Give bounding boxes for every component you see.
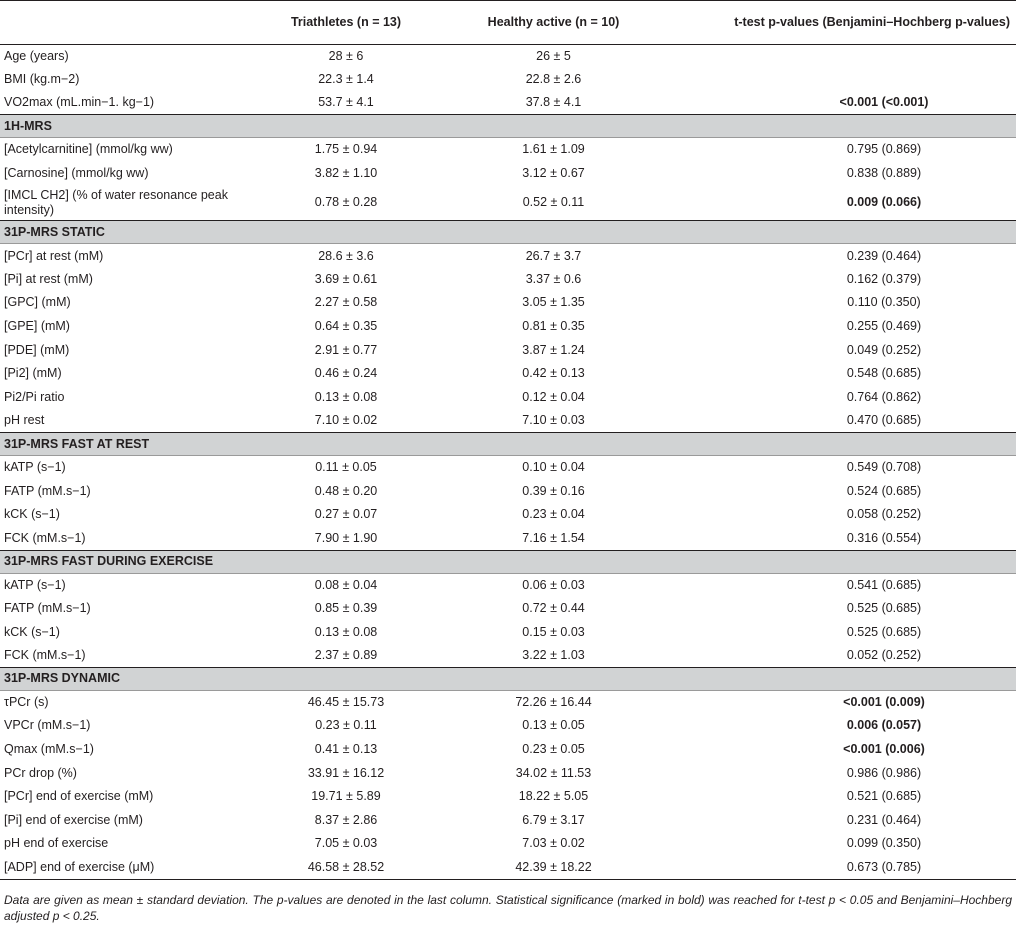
section-header-label: 31P-MRS DYNAMIC: [0, 667, 1016, 690]
table-body: [0, 44, 1016, 879]
healthy-active-value: 72.26 ± 16.44: [515, 695, 592, 710]
row-label: kATP (s−1): [4, 577, 66, 592]
p-value: 0.541 (0.685): [846, 577, 922, 592]
section-header-label: 31P-MRS STATIC: [0, 221, 1016, 244]
p-value: <0.001 (<0.001): [839, 95, 929, 110]
section-header-row: [0, 221, 1016, 244]
row-label: Pi2/Pi ratio: [4, 389, 65, 404]
table-row: [0, 597, 1016, 621]
row-label: [PCr] end of exercise (mM): [4, 789, 154, 804]
p-value: 0.795 (0.869): [846, 142, 922, 157]
p-value: 0.525 (0.685): [846, 624, 922, 639]
healthy-active-value: 42.39 ± 18.22: [441, 856, 666, 880]
row-label: [IMCL CH2] (% of water resonance peak intensity): [4, 187, 228, 217]
healthy-active-value: 0.81 ± 0.35: [522, 319, 585, 334]
p-value: 0.470 (0.685): [846, 413, 922, 428]
triathletes-value: 19.71 ± 5.89: [311, 789, 381, 804]
p-value: <0.001 (0.006): [843, 741, 925, 756]
row-label: [Carnosine] (mmol/kg ww): [4, 165, 149, 180]
p-value: 0.673 (0.785): [666, 856, 1016, 880]
triathletes-value: 7.10 ± 0.02: [314, 413, 378, 428]
table-row: [0, 161, 1016, 185]
p-value: 0.525 (0.685): [846, 600, 922, 615]
table-row: [0, 644, 1016, 668]
table-row: [0, 44, 1016, 68]
healthy-active-value: 3.87 ± 1.24: [522, 342, 585, 357]
row-label: [GPC] (mM): [4, 295, 71, 310]
table-row: [0, 527, 1016, 551]
section-header-label: 31P-MRS FAST AT REST: [0, 433, 1016, 456]
triathletes-value: 33.91 ± 16.12: [307, 765, 385, 780]
healthy-active-value: 0.15 ± 0.03: [522, 624, 585, 639]
row-label: FATP (mM.s−1): [4, 600, 91, 615]
table-row: [0, 573, 1016, 597]
table-row: [0, 690, 1016, 714]
p-value: 0.838 (0.889): [846, 165, 922, 180]
triathletes-value: 46.45 ± 15.73: [307, 695, 385, 710]
triathletes-value: 0.23 ± 0.11: [315, 718, 377, 733]
table-row: [0, 832, 1016, 856]
row-label: [Pi2] (mM): [4, 366, 62, 381]
row-label: FATP (mM.s−1): [4, 483, 91, 498]
healthy-active-value: 3.22 ± 1.03: [522, 647, 585, 662]
p-value: 0.099 (0.350): [846, 836, 922, 851]
healthy-active-value: 7.03 ± 0.02: [522, 836, 585, 851]
healthy-active-value: 0.42 ± 0.13: [522, 366, 585, 381]
triathletes-value: 0.11 ± 0.05: [315, 460, 377, 475]
row-label: [PCr] at rest (mM): [4, 248, 104, 263]
row-label: VPCr (mM.s−1): [4, 718, 91, 733]
section-header-label: 31P-MRS FAST DURING EXERCISE: [0, 550, 1016, 573]
p-value: 0.009 (0.066): [846, 195, 922, 210]
row-label: kCK (s−1): [4, 624, 60, 639]
healthy-active-value: 34.02 ± 11.53: [515, 765, 592, 780]
table-row: [0, 268, 1016, 292]
p-value: 0.058 (0.252): [846, 507, 922, 522]
row-label: pH rest: [4, 413, 45, 428]
healthy-active-value: 0.72 ± 0.44: [522, 600, 585, 615]
triathletes-value: 0.48 ± 0.20: [314, 483, 378, 498]
healthy-active-value: 0.52 ± 0.11: [522, 195, 585, 210]
table-row: [0, 738, 1016, 762]
triathletes-value: 0.13 ± 0.08: [314, 624, 378, 639]
healthy-active-value: 3.05 ± 1.35: [522, 295, 585, 310]
healthy-active-value: 26.7 ± 3.7: [525, 248, 582, 263]
row-label: PCr drop (%): [4, 765, 77, 780]
triathletes-value: 2.91 ± 0.77: [314, 342, 378, 357]
p-value: 0.162 (0.379): [846, 271, 922, 286]
table-row: [0, 338, 1016, 362]
p-value: 0.110 (0.350): [847, 295, 921, 310]
table-row: [0, 315, 1016, 339]
triathletes-value: 0.46 ± 0.24: [314, 366, 378, 381]
table-row: [0, 714, 1016, 738]
table-row: [0, 91, 1016, 115]
healthy-active-value: 6.79 ± 3.17: [522, 812, 585, 827]
triathletes-value: 2.37 ± 0.89: [314, 647, 378, 662]
header-healthy-active: Healthy active (n = 10): [441, 0, 666, 44]
healthy-active-value: 0.23 ± 0.04: [522, 507, 585, 522]
healthy-active-value: 22.8 ± 2.6: [525, 71, 582, 86]
p-value: <0.001 (0.009): [843, 695, 925, 710]
table-row: [0, 808, 1016, 832]
p-value: 0.231 (0.464): [846, 812, 922, 827]
row-label: BMI (kg.m−2): [4, 71, 80, 86]
row-label: [ADP] end of exercise (μM): [0, 856, 251, 880]
triathletes-value: 0.64 ± 0.35: [314, 319, 378, 334]
section-header-row: [0, 667, 1016, 690]
healthy-active-value: 0.12 ± 0.04: [522, 389, 585, 404]
healthy-active-value: 3.37 ± 0.6: [525, 271, 582, 286]
row-label: kCK (s−1): [4, 507, 60, 522]
triathletes-value: 53.7 ± 4.1: [318, 95, 374, 110]
table-row: [0, 386, 1016, 410]
healthy-active-value: 0.39 ± 0.16: [522, 483, 585, 498]
p-value: 0.239 (0.464): [846, 248, 922, 263]
healthy-active-value: 0.23 ± 0.05: [522, 741, 585, 756]
triathletes-value: 3.82 ± 1.10: [314, 165, 378, 180]
table-row: [0, 785, 1016, 809]
row-label: [Pi] at rest (mM): [4, 271, 93, 286]
healthy-active-value: 0.06 ± 0.03: [522, 577, 585, 592]
healthy-active-value: 0.10 ± 0.04: [522, 460, 585, 475]
section-header-row: [0, 550, 1016, 573]
triathletes-value: 7.90 ± 1.90: [314, 530, 378, 545]
header-p-values: t-test p-values (Benjamini–Hochberg p-values): [666, 0, 1016, 44]
p-value: 0.052 (0.252): [846, 647, 922, 662]
header-col1: [0, 0, 251, 44]
table-row: [0, 244, 1016, 268]
triathletes-value: 8.37 ± 2.86: [314, 812, 378, 827]
triathletes-value: 7.05 ± 0.03: [314, 836, 378, 851]
healthy-active-value: 7.10 ± 0.03: [522, 413, 585, 428]
table-row: [0, 456, 1016, 480]
p-value: 0.255 (0.469): [846, 319, 922, 334]
row-label: Age (years): [4, 48, 69, 63]
triathletes-value: 1.75 ± 0.94: [314, 142, 378, 157]
p-value: 0.521 (0.685): [846, 789, 922, 804]
p-value: 0.549 (0.708): [846, 460, 922, 475]
p-value: 0.316 (0.554): [846, 530, 922, 545]
row-label: FCK (mM.s−1): [4, 647, 86, 662]
table-row: [0, 185, 1016, 221]
healthy-active-value: 18.22 ± 5.05: [518, 789, 589, 804]
table-row: [0, 362, 1016, 386]
row-label: VO2max (mL.min−1. kg−1): [4, 95, 155, 110]
table-footnote: Data are given as mean ± standard deviation. The p-values are denoted in the last column. Statistical significance (marked in bold) was reached for t-test p < 0.05 and Benjamini–Hochberg adjusted p < 0.25.: [4, 893, 1012, 923]
triathletes-value: 22.3 ± 1.4: [318, 71, 374, 86]
row-label: FCK (mM.s−1): [4, 530, 86, 545]
row-label: [Acetylcarnitine] (mmol/kg ww): [4, 142, 173, 157]
triathletes-value: 0.78 ± 0.28: [314, 195, 378, 210]
table-row: [0, 761, 1016, 785]
healthy-active-value: 1.61 ± 1.09: [522, 142, 585, 157]
table-row: [0, 409, 1016, 433]
table-row: [0, 291, 1016, 315]
triathletes-value: 2.27 ± 0.58: [314, 295, 378, 310]
triathletes-value: 0.27 ± 0.07: [314, 507, 378, 522]
table-row: [0, 620, 1016, 644]
p-value: 0.524 (0.685): [846, 483, 922, 498]
triathletes-value: 0.08 ± 0.04: [314, 577, 378, 592]
top-rule: [0, 0, 1016, 1]
healthy-active-value: 37.8 ± 4.1: [525, 95, 582, 110]
healthy-active-value: 7.16 ± 1.54: [522, 530, 585, 545]
row-label: kATP (s−1): [4, 460, 66, 475]
row-label: [PDE] (mM): [4, 342, 70, 357]
section-header-row: [0, 433, 1016, 456]
table-row: [0, 68, 1016, 92]
row-label: [GPE] (mM): [4, 319, 70, 334]
table-row: [0, 503, 1016, 527]
p-value: 0.986 (0.986): [846, 765, 922, 780]
table-header: [0, 0, 1016, 44]
p-value: 0.049 (0.252): [846, 342, 922, 357]
triathletes-value: 28.6 ± 3.6: [318, 248, 374, 263]
row-label: Qmax (mM.s−1): [4, 741, 94, 756]
section-header-label: 1H-MRS: [0, 115, 1016, 138]
section-header-row: [0, 115, 1016, 138]
table-row: [0, 479, 1016, 503]
table-row: [0, 138, 1016, 162]
triathletes-value: 0.41 ± 0.13: [314, 741, 378, 756]
table-row: [0, 856, 1016, 880]
triathletes-value: 3.69 ± 0.61: [314, 271, 378, 286]
p-value: 0.764 (0.862): [846, 389, 922, 404]
row-label: [Pi] end of exercise (mM): [4, 812, 143, 827]
triathletes-value: 0.85 ± 0.39: [314, 600, 378, 615]
healthy-active-value: 26 ± 5: [536, 48, 571, 63]
header-triathletes: Triathletes (n = 13): [251, 0, 441, 44]
triathletes-value: 46.58 ± 28.52: [251, 856, 441, 880]
p-value: [666, 44, 1016, 68]
healthy-active-value: 0.13 ± 0.05: [522, 718, 585, 733]
p-value: 0.006 (0.057): [846, 718, 922, 733]
p-value: [666, 68, 1016, 92]
row-label: τPCr (s): [4, 695, 49, 710]
row-label: pH end of exercise: [4, 836, 109, 851]
healthy-active-value: 3.12 ± 0.67: [522, 165, 585, 180]
p-value: 0.548 (0.685): [846, 366, 922, 381]
triathletes-value: 0.13 ± 0.08: [314, 389, 378, 404]
triathletes-value: 28 ± 6: [328, 48, 364, 63]
